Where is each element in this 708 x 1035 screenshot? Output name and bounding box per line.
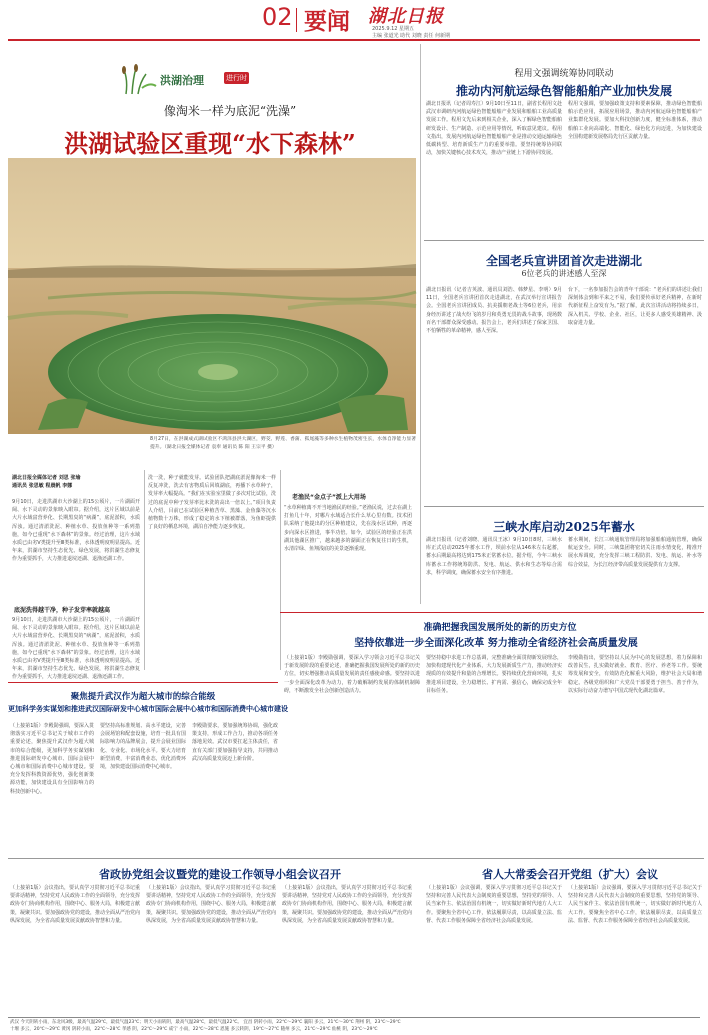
article-separator [8, 858, 432, 859]
feature-title: 洪湖试验区重现“水下森林” [64, 129, 356, 158]
cppcc-article-body: （上接第1版）会议指出，要认真学习贯彻习近平总书记重要讲话精神，坚持党对人民政协工作的全面领导，充分发挥政协专门协商机构作用，围绕中心、服务大局，积极建言献策，凝聚共识。要加强政协党的建设，推动全面从严治党向纵深发展，为全省高质量发展贡献政协智慧和力量。 [10, 885, 141, 924]
elders-article-body-right: 台下，一名参加报告会的青年干部说：“老兵们的讲述让我们深刻体会到和平来之不易，我们要传承好老兵精神，在新时代新征程上奋发有为。”据了解，此次宣讲活动将持续多日，深入机关、学校、企业、社区，让更多人感受英雄精神、汲取奋进力量。 [568, 287, 702, 326]
ai-article-kicker: 程用文强调统筹协同联动 [514, 69, 614, 79]
dev-article-body-left: （上接第1版）李殿勋强调，要深入学习领会习近平总书记关于新发展阶段的重要论述，准确把握我国发展所处的新的历史方位，切实增强推动高质量发展的责任感使命感。要坚持以进一步全面深化改革为动力，着力破解制约发展的体制机制障碍，不断激发全社会创新创造活力。 [284, 655, 420, 694]
ai-article-body-left: 湖北日报讯（记者周寿江）9月10日至11日，副省长程用文赴武汉市调研内河航运绿色智能船舶产业发展和船舶工业高质量发展工作。程用文先后来到相关企业，深入了解绿色智能船舶研发设计、生产制造、示范应用等情况，听取意见建议。程用文指出，发展内河航运绿色智能船舶产业是推动交通运输绿色低碳转型、培育新质生产力的重要举措。要坚持统筹协同联动，加快关键核心技术攻关，推动产业链上下游协同发展。 [426, 101, 562, 157]
lake-aerial-photo [8, 158, 416, 434]
wuhan-article-title: 更加科学务实谋划和推进武汉国际研发中心城市国际会展中心城市和国际消费中心城市建设 [8, 704, 288, 713]
weather-line-2: 十堰 多云，20℃～29℃ 黄冈 阴转小雨，22℃～28℃ 孝感 阴，22℃～29℃ 咸宁 小雨，22℃～28℃ 恩施 多云转阴，19℃～27℃ 随州 多云，21℃～29℃ 仙桃 阴，23℃～29℃ [10, 1027, 378, 1032]
feature-column-1-cont: 9月10日，走进洪湖市大沙湖上的15公顷片，一片湖面开阔、水下灵动的景象映入眼帘。据介绍，这片区域以前是大片水域富营养化、长期黑臭的“病湖”，底泥淤积，水质浑浊。通过清淤洗泥、种植水草、投放鱼种等一系列措施，如今已重现“水下森林”的景象。经过治理，这片水域水质已由劣Ⅴ类提升至Ⅲ类标准，水体透明度明显提高。近年来，洪湖市坚持生态优先、绿色发展，将洪湖生态修复作为重要抓手，大力推进退垸还湖、退渔还湖工作。 [12, 617, 140, 681]
feature-subhead-2: 老渔民“金点子”派上大用场 [292, 494, 366, 501]
dam-article-body-left: 湖北日报讯（记者刘晓、通讯员王冰）9月10日8时，三峡水库正式启动2025年蓄水工作，坝前水位从146米左右起蓄，蓄水后期最高将达到175米正常蓄水位。据介绍，今年三峡水库蓄水工作将统筹防洪、发电、航运、供水和生态等综合需求，科学调度，确保蓄水安全有序推进。 [426, 537, 562, 576]
npc-article-body-cont: （上接第1版）会议强调，要深入学习贯彻习近平总书记关于坚持和完善人民代表大会制度的重要思想，坚持党的领导、人民当家作主、依法治国有机统一，切实做好新时代地方人大工作。要聚焦全省中心工作，依法履职尽责，以高质量立法、监督、代表工作服务保障全省经济社会高质量发展。 [568, 885, 702, 924]
dev-article-kicker: 准确把握我国发展所处的新的历史方位 [423, 623, 577, 633]
dam-article-body-right: 蓄水期间，长江三峡通航管理局将加强船舶通航管理，确保航运安全。同时，三峡集团将密切关注雨水情变化，精准开展水库调度，充分发挥三峡工程防洪、发电、航运、补水等综合效益，为长江经济带高质量发展提供有力支撑。 [568, 537, 702, 568]
article-separator [424, 506, 704, 507]
feature-column-2: 洗一洗，种子就能发芽。试验团队把湖底淤泥像淘米一样反复冲洗，洗去有害物质后回填湖底，再播下水草种子，发芽率大幅提高。“我们在实验室里做了多次对比试验，洗过的底泥中种子发芽率比未洗的高出一倍以上。”项目负责人介绍，目前已在试验区种植苦草、黑藻、金鱼藻等沉水植物数十万株，形成了稳定的水下植被群落，为鱼虾提供了良好的栖息环境，湖泊自净能力逐步恢复。 [148, 475, 276, 531]
wuhan-article-kicker: 聚焦提升武汉作为超大城市的综合能级 [70, 692, 216, 702]
ai-article-title: 推动内河航运绿色智能船舶产业加快发展 [455, 84, 672, 98]
cppcc-article-body-cont: （上接第1版）会议指出，要认真学习贯彻习近平总书记重要讲话精神，坚持党对人民政协工作的全面领导，充分发挥政协专门协商机构作用，围绕中心、服务大局，积极建言献策，凝聚共识。要加强政协党的建设，推动全面从严治党向纵深发展，为全省高质量发展贡献政协智慧和力量。 [146, 885, 277, 924]
reed-icon [120, 66, 158, 94]
dev-article-title: 坚持依靠进一步全面深化改革 努力推动全省经济社会高质量发展 [354, 638, 638, 649]
feature-banner-title: 洪湖治理 [160, 74, 204, 87]
section-title: 要闻 [304, 8, 350, 35]
page-column-divider [420, 44, 421, 604]
elders-article-body-left: 湖北日报讯（记者吉英波、通讯员刘浩、韩梦星、李明）9月11日，全国老兵宣讲团首次走进湖北，在武汉举行宣讲报告会。全国老兵宣讲团成员、抗美援朝老战士等6位老兵，用亲身经历讲述了战火纷飞的岁月和英勇无畏的战斗故事，现场数百名干部群众深受感动。报告会上，老兵们讲述了保家卫国、不怕牺牲的革命精神，感人至深。 [426, 287, 562, 335]
article-separator [420, 858, 704, 859]
cppcc-article-title: 省政协党组会议暨党的建设工作领导小组会议召开 [99, 868, 341, 881]
wuhan-article-body-right: 李殿勋要求，要加强统筹协调，强化政策支持，形成工作合力，推动各项任务落地见效。武汉市要扛起主体责任，省直有关部门要加强指导支持，共同推动武汉高质量发展迈上新台阶。 [192, 723, 278, 762]
newspaper-logo: 湖北日报 [368, 6, 444, 27]
feature-column-1: 9月10日，走进洪湖市大沙湖上的15公顷片，一片湖面开阔、水下灵动的景象映入眼帘。据介绍，这片区域以前是大片水域富营养化、长期黑臭的“病湖”，底泥淤积，水质浑浊。通过清淤洗泥、种植水草、投放鱼种等一系列措施，如今已重现“水下森林”的景象。经过治理，这片水域水质已由劣Ⅴ类提升至Ⅲ类标准，水体透明度明显提高。近年来，洪湖市坚持生态优先、绿色发展，将洪湖生态修复作为重要抓手，大力推进退垸还湖、退渔还湖工作。 [12, 499, 140, 563]
section-divider [296, 8, 297, 32]
wuhan-article-body-mid: 要坚持高标准规划、高水平建设，完善会展场馆和配套设施，培育一批具有国际影响力的品牌展会，提升会展业国际化、专业化、市场化水平。要大力培育新型消费，丰富消费业态，优化消费环境，加快建设国际消费中心城市。 [100, 723, 186, 771]
cppcc-article-body-cont: （上接第1版）会议指出，要认真学习贯彻习近平总书记重要讲话精神，坚持党对人民政协工作的全面领导，充分发挥政协专门协商机构作用，围绕中心、服务大局，积极建言献策，凝聚共识。要加强政协党的建设，推动全面从严治党向纵深发展，为全省高质量发展贡献政协智慧和力量。 [282, 885, 413, 924]
masthead-rule [8, 39, 700, 41]
article-separator [280, 612, 704, 613]
feature-subtitle: 像淘米一样为底泥“洗澡” [163, 104, 297, 118]
feature-banner-tag: 进行时 [226, 74, 247, 82]
page-number: 02 [262, 3, 293, 31]
column-divider [144, 470, 145, 670]
npc-article-title: 省人大常委会召开党组（扩大）会议 [482, 868, 658, 881]
ai-article-body-right: 程用文强调，要加强政策支持和要素保障，推动绿色智能船舶示范应用，拓展应用场景，推动内河航运绿色智能船舶产业集群化发展。要加大科技创新力度，健全标准体系，推动船舶工业向高端化、智能化、绿色化方向迈进，为加快建设全国构建新发展格局先行区贡献力量。 [568, 101, 702, 140]
issue-date: 2025.9.12 星期五 [372, 26, 415, 32]
dam-article-title: 三峡水库启动2025年蓄水 [493, 520, 635, 534]
masthead [0, 0, 708, 40]
feature-byline: 湖北日报全媒体记者 刘思 张瑜 通讯员 张思敏 程晨帆 李娜 [12, 475, 81, 490]
wuhan-article-body-left: （上接第1版）李殿勋强调，要深入贯彻落实习近平总书记关于城市工作的重要论述，聚焦提升武汉作为超大城市的综合能级，更加科学务实谋划和推进国际研发中心城市、国际会展中心城市和国际消费中心城市建设。要充分发挥科教资源优势，强化创新策源功能，加快建设具有全国影响力的科技创新中心。 [10, 723, 94, 795]
feature-column-3: “水草种植离不开当地渔民的经验。”老渔民说，过去在湖上打鱼几十年，对哪片水域适合长什么草心里有数。技术团队采纳了他提出的分区种植建议，先在浅水区试种，再逐步向深水区推进，事半功倍。如今，试验区的经验正在洪湖其他湖区推广，越来越多的湖面正在恢复往日的生机，水清岸绿、鱼翔浅底的美景逐渐重现。 [284, 505, 412, 553]
weather-line-1: 武汉 今天阴转小雨，东北风3级，最高气温29℃，最低气温23℃；明天小雨转阴，最高气温28℃，最低气温22℃。 宜昌 阴转小雨，22℃～29℃ 襄阳 多云，21℃～30℃ 荆州 阴，23℃～29℃ [10, 1020, 401, 1025]
article-separator [8, 682, 278, 683]
footer-rule [8, 1017, 700, 1018]
article-separator [424, 240, 704, 241]
feature-banner [120, 66, 270, 94]
feature-subhead-1: 底泥洗得越干净，种子发芽率就越高 [14, 607, 111, 614]
photo-caption: 8月27日，在洪湖成式湖试验区不鸿泽县洪大湖区，野茭、野莲、香蒲、狐尾藻等多种水生植物茂密生长，水体自净能力显著提升。（湖北日报全媒体记者 袁奉 通讯员 陈 阳 王宗平 摄） [150, 437, 416, 450]
editor-credits: 主编 张道光 助代 刘晓 责任 何新期 [372, 33, 450, 39]
elders-article-subtitle: 6位老兵的讲述感人至深 [521, 269, 607, 278]
dev-article-body-right: 李殿勋指出，要坚持以人民为中心的发展思想，着力保障和改善民生，扎实做好就业、教育、医疗、养老等工作。要统筹发展和安全，有效防范化解重大风险，维护社会大局和谐稳定。各级党组织和广大党员干部要勇于担当、善于作为，以实际行动奋力谱写中国式现代化湖北篇章。 [568, 655, 702, 694]
npc-article-body: （上接第1版）会议强调，要深入学习贯彻习近平总书记关于坚持和完善人民代表大会制度的重要思想，坚持党的领导、人民当家作主、依法治国有机统一，切实做好新时代地方人大工作。要聚焦全省中心工作，依法履职尽责，以高质量立法、监督、代表工作服务保障全省经济社会高质量发展。 [426, 885, 562, 924]
dev-article-body-mid: 要坚持稳中求进工作总基调，完整准确全面贯彻新发展理念，加快构建现代化产业体系，大力发展新质生产力，推动经济实现质的有效提升和量的合理增长。要持续优化营商环境，扎实推进项目建设，全力稳增长、扩内需、强信心，确保完成全年目标任务。 [426, 655, 562, 694]
column-divider [280, 470, 281, 670]
elders-article-title: 全国老兵宣讲团首次走进湖北 [485, 254, 642, 268]
